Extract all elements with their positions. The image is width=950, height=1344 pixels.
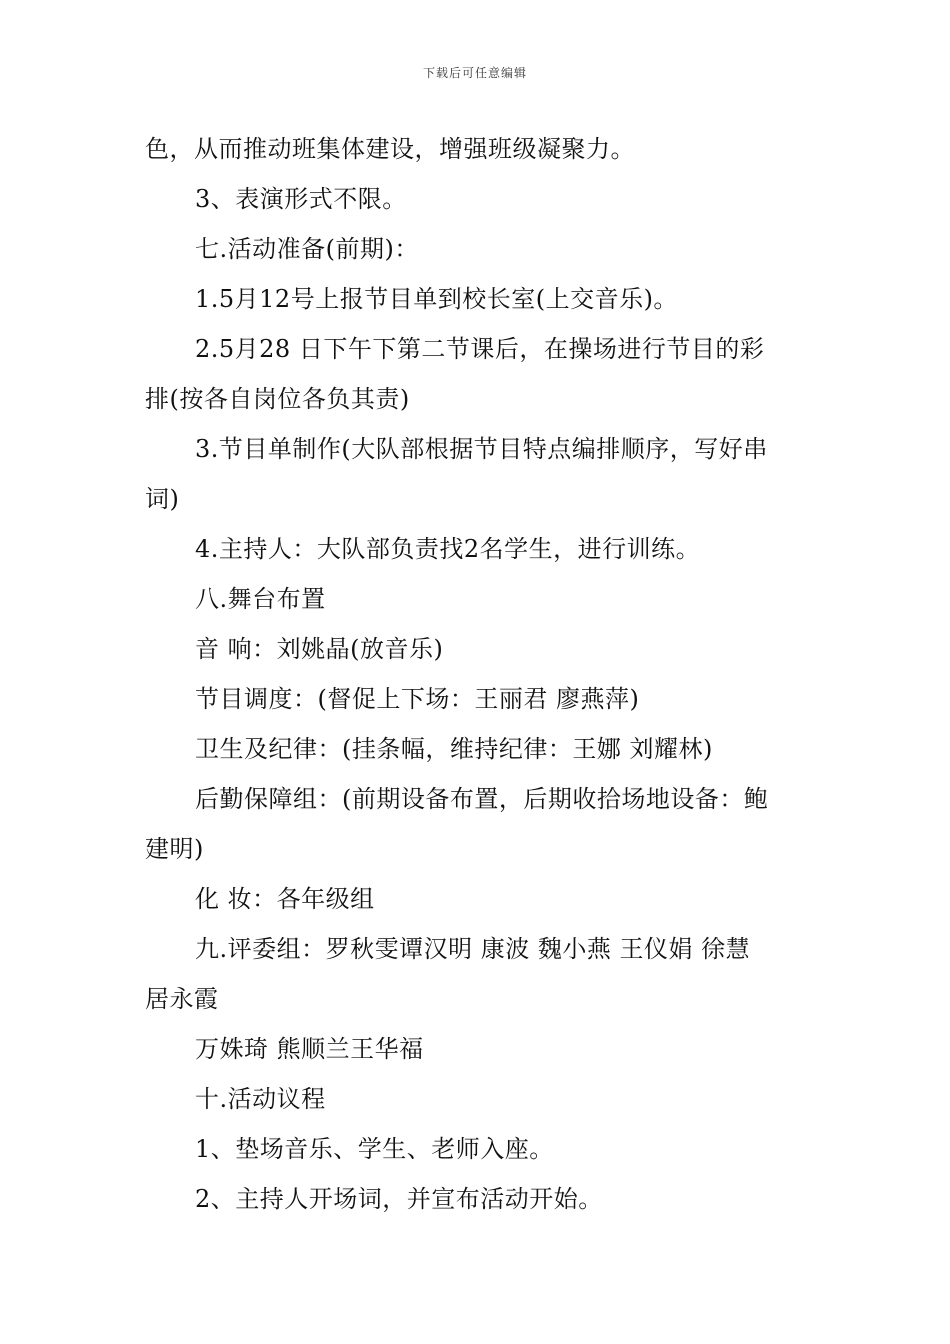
section-heading: 七.活动准备(前期)：: [195, 235, 419, 263]
paragraph-line: 卫生及纪律：(挂条幅，维持纪律：王娜 刘耀林): [195, 735, 713, 763]
paragraph-line: 建明): [145, 835, 204, 863]
paragraph-line: 化 妆：各年级组: [195, 885, 375, 913]
section-heading: 九.评委组：罗秋雯谭汉明 康波 魏小燕 王仪娟 徐慧: [195, 935, 751, 963]
paragraph-line: 2、主持人开场词，并宣布活动开始。: [195, 1185, 603, 1213]
paragraph-line: 1、垫场音乐、学生、老师入座。: [195, 1135, 554, 1163]
paragraph-line: 4.主持人：大队部负责找2名学生，进行训练。: [195, 535, 701, 563]
paragraph-line: 色，从而推动班集体建设，增强班级凝聚力。: [145, 135, 635, 163]
section-heading: 十.活动议程: [195, 1085, 326, 1113]
paragraph-line: 音 响：刘姚晶(放音乐): [195, 635, 444, 663]
paragraph-line: 2.5月28 日下午下第二节课后，在操场进行节目的彩: [195, 335, 765, 363]
paragraph-line: 后勤保障组：(前期设备布置，后期收拾场地设备：鲍: [195, 785, 769, 813]
paragraph-line: 万姝琦 熊顺兰王华福: [195, 1035, 424, 1063]
paragraph-line: 词): [145, 485, 180, 513]
section-heading: 八.舞台布置: [195, 585, 326, 613]
paragraph-line: 1.5月12号上报节目单到校长室(上交音乐)。: [195, 285, 678, 313]
document-body: [145, 124, 813, 1224]
paragraph-line: 排(按各自岗位各负其责): [145, 385, 410, 413]
paragraph-line: 居永霞: [145, 985, 219, 1013]
paragraph-line: 3.节目单制作(大队部根据节目特点编排顺序，写好串: [195, 435, 768, 463]
page-header: 下载后可任意编辑: [422, 66, 527, 80]
paragraph-line: 3、表演形式不限。: [195, 185, 407, 213]
paragraph-line: 节目调度：(督促上下场：王丽君 廖燕萍): [195, 685, 640, 713]
